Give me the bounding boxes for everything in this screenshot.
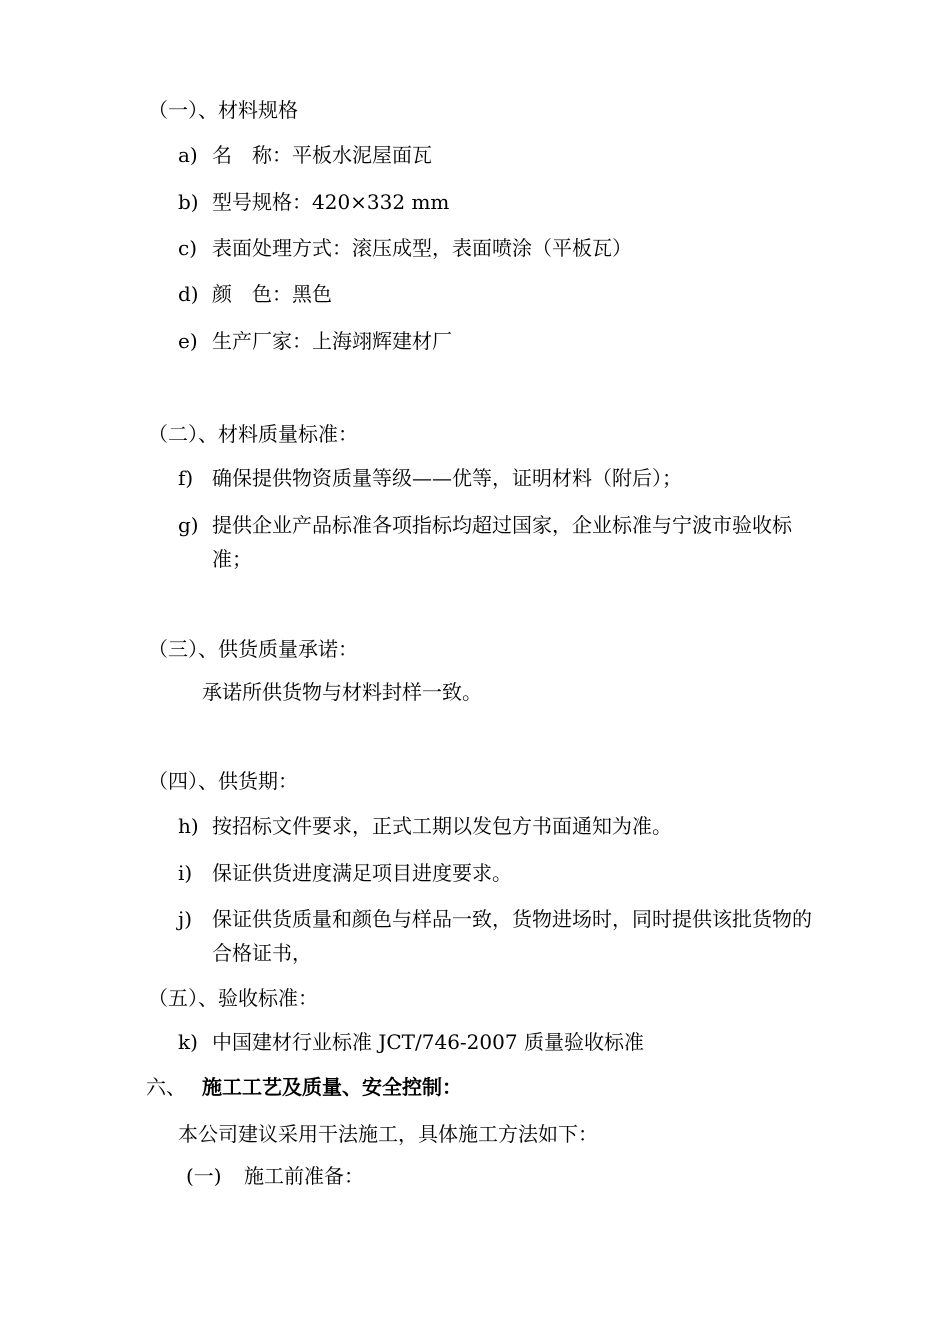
list-item-text: 表面处理方式：滚压成型，表面喷涂（平板瓦） xyxy=(212,236,632,260)
list-marker: e) xyxy=(178,329,198,353)
list-item-text: 保证供货质量和颜色与样品一致，货物进场时，同时提供该批货物的合格证书， xyxy=(212,907,812,965)
list-marker: d) xyxy=(178,282,199,306)
list-item xyxy=(178,902,818,970)
list-item-text: 名 称：平板水泥屋面瓦 xyxy=(212,143,432,167)
list-item xyxy=(178,856,818,890)
subsection-title: 施工前准备： xyxy=(244,1164,364,1188)
chapter-heading xyxy=(146,1073,462,1101)
list-marker: k) xyxy=(178,1030,198,1054)
list-item-text: 颜 色：黑色 xyxy=(212,282,332,306)
list-item xyxy=(178,138,818,172)
list-item-text: 确保提供物资质量等级——优等，证明材料（附后）； xyxy=(212,466,682,490)
list-item xyxy=(178,185,818,219)
section-heading-3: （三）、供货质量承诺： xyxy=(148,637,358,661)
list-item xyxy=(178,277,818,311)
section-paragraph: 承诺所供货物与材料封样一致。 xyxy=(202,680,482,704)
list-marker: f) xyxy=(178,466,194,490)
list-item-text: 提供企业产品标准各项指标均超过国家，企业标准与宁波市验收标准； xyxy=(212,513,792,571)
section-heading-1: （一）、材料规格 xyxy=(148,98,298,122)
list-item-text: 中国建材行业标准 JCT/746-2007 质量验收标准 xyxy=(212,1030,644,1054)
intro-paragraph: 本公司建议采用干法施工，具体施工方法如下： xyxy=(178,1122,598,1146)
section-heading-2: （二）、材料质量标准： xyxy=(148,422,358,446)
chapter-number: 六、 xyxy=(146,1075,186,1099)
list-marker: c) xyxy=(178,236,198,260)
chapter-title: 施工工艺及质量、安全控制： xyxy=(202,1075,462,1099)
list-item-text: 保证供货进度满足项目进度要求。 xyxy=(212,861,512,885)
list-item xyxy=(178,1025,818,1059)
subsection-heading xyxy=(186,1162,364,1190)
list-item xyxy=(178,809,818,843)
list-marker: a) xyxy=(178,143,198,167)
list-marker: g) xyxy=(178,513,199,537)
subsection-number: (一) xyxy=(186,1164,222,1188)
list-marker: j) xyxy=(178,907,193,931)
list-marker: i) xyxy=(178,861,193,885)
list-marker: h) xyxy=(178,814,199,838)
list-item xyxy=(178,508,818,576)
list-item-text: 按招标文件要求，正式工期以发包方书面通知为准。 xyxy=(212,814,672,838)
list-item-text: 生产厂家：上海翊辉建材厂 xyxy=(212,329,452,353)
section-heading-4: （四）、供货期： xyxy=(148,769,298,793)
list-marker: b) xyxy=(178,190,199,214)
section-heading-5: （五）、验收标准： xyxy=(148,986,318,1010)
list-item xyxy=(178,324,818,358)
list-item xyxy=(178,231,818,265)
list-item xyxy=(178,461,818,495)
list-item-text: 型号规格：420×332 mm xyxy=(212,190,450,214)
